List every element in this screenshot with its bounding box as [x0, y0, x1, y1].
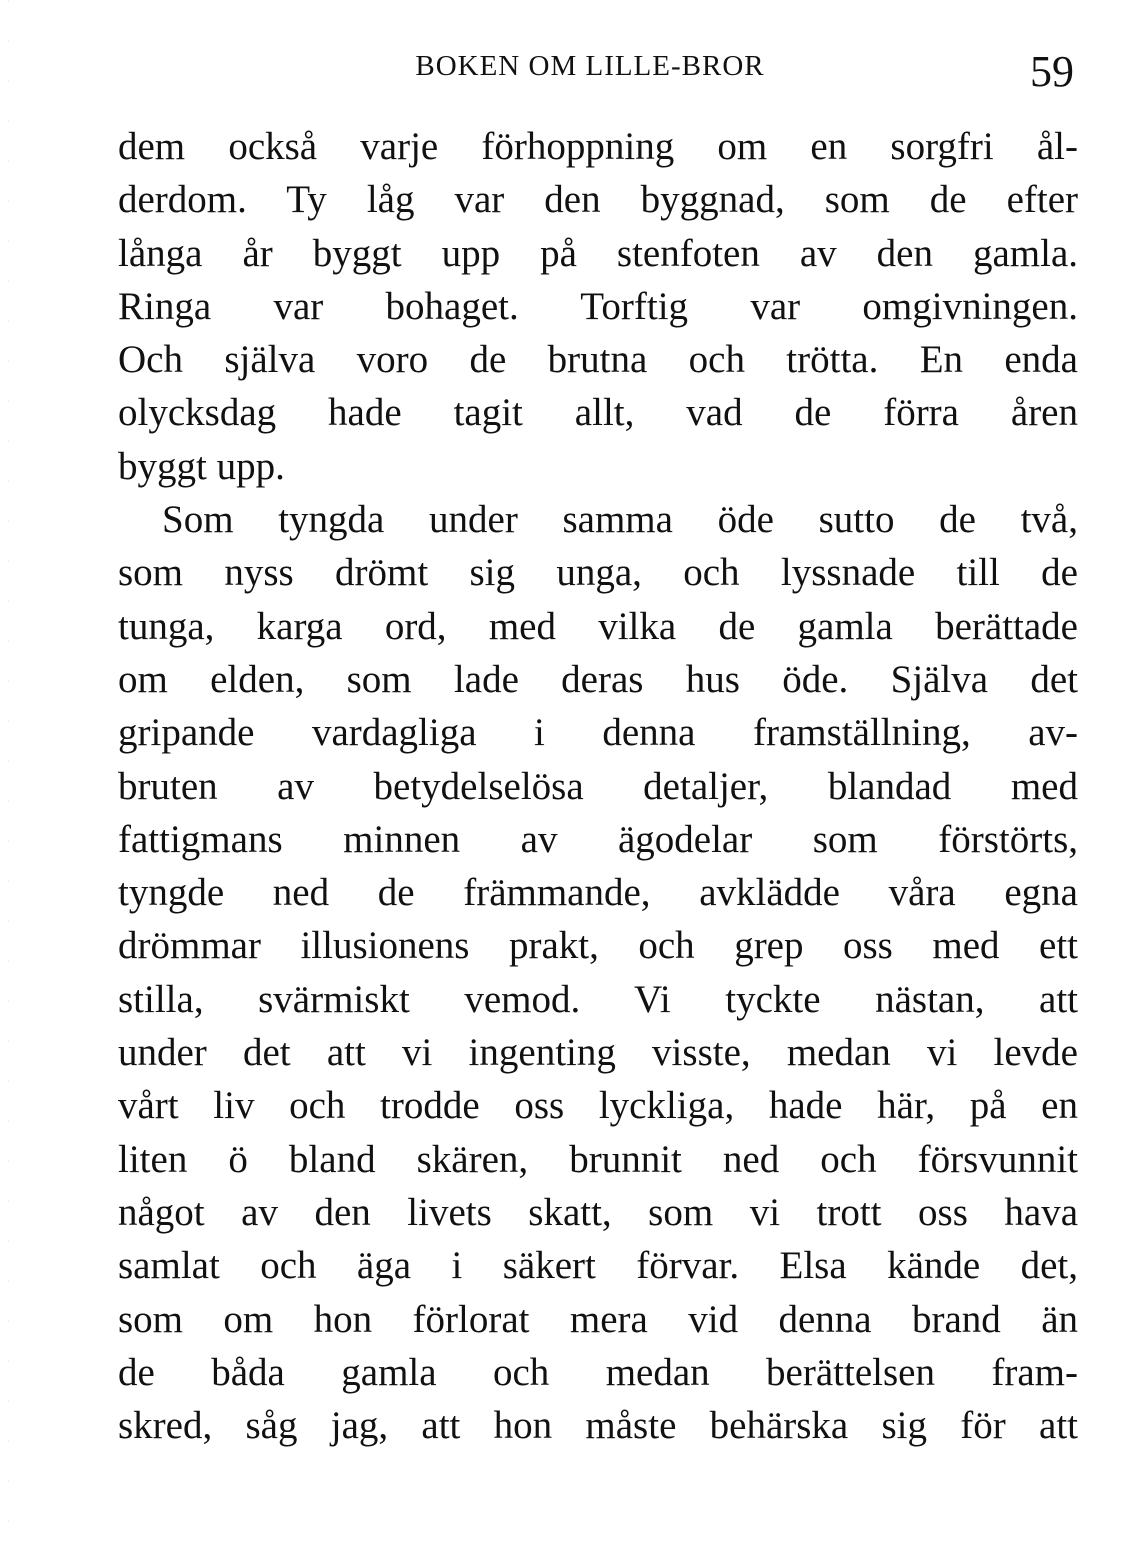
running-head-title: BOKEN OM LILLE-BROR [415, 50, 765, 82]
paragraph [118, 493, 1078, 1452]
text-line: skred, såg jag, att hon måste behärska sig för att [118, 1404, 1078, 1448]
body-text [118, 120, 1078, 1452]
text-line: långa år byggt upp på stenfoten av den gamla. [118, 231, 1078, 275]
text-line: stilla, svärmiskt vemod. Vi tyckte nästan, att [118, 977, 1078, 1021]
text-line: om elden, som lade deras hus öde. Själva det [118, 657, 1078, 701]
text-line: tunga, karga ord, med vilka de gamla berättade [118, 604, 1078, 648]
text-line: som nyss drömt sig unga, och lyssnade till de [118, 551, 1078, 595]
text-line: fattigmans minnen av ägodelar som förstörts, [118, 817, 1078, 861]
text-line: dem också varje förhoppning om en sorgfri ål- [118, 125, 1078, 168]
text-line: de båda gamla och medan berättelsen fram- [118, 1350, 1078, 1394]
scan-edge-marks [8, 0, 9, 1553]
page-number: 59 [1030, 47, 1074, 96]
text-line: gripande vardagliga i denna framställning, av- [118, 711, 1078, 755]
text-line: byggt upp. [118, 444, 285, 488]
text-line: samlat och äga i säkert förvar. Elsa kände det, [118, 1244, 1078, 1288]
paragraph [118, 120, 1078, 493]
text-line: bruten av betydelselösa detaljer, blandad med [118, 764, 1078, 808]
text-line: olycksdag hade tagit allt, vad de förra åren [118, 391, 1078, 435]
text-line: Som tyngda under samma öde sutto de två, [162, 498, 1078, 542]
text-line: Ringa var bohaget. Torftig var omgivningen. [118, 284, 1078, 328]
text-line: vårt liv och trodde oss lyckliga, hade här, på en [118, 1084, 1078, 1128]
text-line: drömmar illusionens prakt, och grep oss med ett [118, 924, 1078, 968]
text-line: något av den livets skatt, som vi trott oss hava [118, 1190, 1078, 1234]
text-line: derdom. Ty låg var den byggnad, som de efter [118, 178, 1078, 222]
text-line: tyngde ned de främmande, avklädde våra egna [118, 871, 1078, 915]
text-line: Och själva voro de brutna och trötta. En enda [118, 338, 1078, 382]
text-line: som om hon förlorat mera vid denna brand än [118, 1297, 1078, 1341]
text-line: under det att vi ingenting visste, medan vi levde [118, 1031, 1078, 1075]
text-line: liten ö bland skären, brunnit ned och försvunnit [118, 1137, 1078, 1181]
